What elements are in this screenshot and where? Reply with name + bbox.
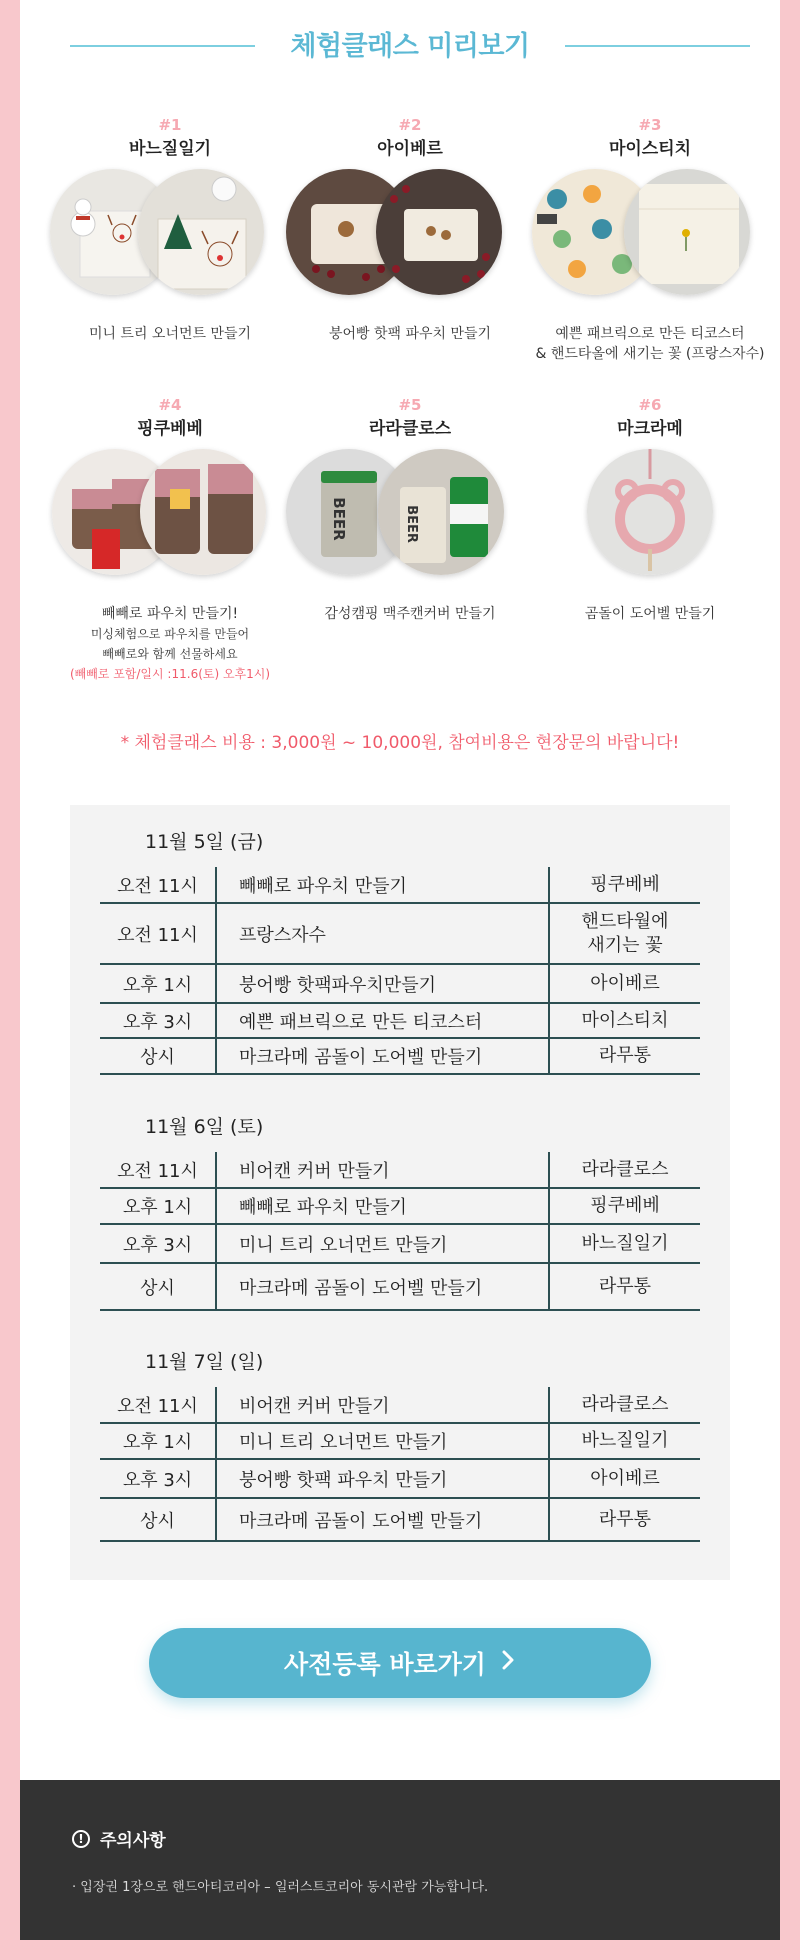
class-description-line: 예쁜 패브릭으로 만든 티코스터	[555, 326, 745, 342]
schedule-time: 상시	[140, 1277, 175, 1299]
schedule-time: 상시	[140, 1510, 175, 1532]
class-number: #2	[398, 116, 422, 134]
schedule-host: 마이스티치	[581, 1009, 669, 1031]
class-card-1	[50, 116, 290, 344]
schedule-program: 붕어빵 핫팩파우치만들기	[215, 965, 550, 1002]
table-row	[100, 1004, 700, 1039]
chevron-right-icon	[500, 1649, 516, 1677]
schedule-program: 마크라메 곰돌이 도어벨 만들기	[215, 1499, 550, 1540]
schedule-program: 비어캔 커버 만들기	[215, 1387, 550, 1422]
table-row	[100, 1424, 700, 1460]
class-number: #1	[158, 116, 182, 134]
class-number: #3	[638, 116, 662, 134]
schedule-program: 미니 트리 오너먼트 만들기	[215, 1424, 550, 1458]
class-description: 붕어빵 핫팩 파우치 만들기	[328, 326, 492, 342]
notice-title-text: 주의사항	[100, 1831, 166, 1851]
class-photos	[50, 446, 290, 578]
class-description: 미니 트리 오너먼트 만들기	[88, 326, 252, 342]
schedule-time: 상시	[140, 1047, 175, 1068]
day-title: 11월 6일 (토)	[145, 1116, 264, 1138]
schedule-host: 라라클로스	[581, 1393, 669, 1415]
class-number: #5	[398, 396, 422, 414]
svg-text:BEER: BEER	[404, 505, 419, 543]
class-number: #4	[158, 396, 182, 414]
class-name: 라라클로스	[368, 419, 452, 439]
schedule-host: 라무통	[598, 1045, 652, 1066]
schedule-time: 오전 11시	[117, 1160, 198, 1182]
class-photo-right	[376, 169, 502, 295]
notice-text: · 입장권 1장으로 핸드아티코리아 – 일러스트코리아 동시관람 가능합니다.	[72, 1880, 489, 1895]
exclamation-circle-icon: !	[72, 1830, 90, 1848]
svg-text:BEER: BEER	[330, 497, 348, 541]
schedule-host: 바느질일기	[581, 1430, 669, 1451]
class-description-line: 빼빼로 파우치 만들기!	[101, 606, 239, 622]
schedule-time: 오전 11시	[117, 1395, 198, 1417]
schedule-host: 라무통	[598, 1275, 652, 1297]
schedule-time: 오후 1시	[122, 1432, 193, 1453]
schedule-table	[70, 805, 730, 1580]
schedule-host: 바느질일기	[581, 1232, 669, 1254]
schedule-host: 라무통	[598, 1508, 652, 1530]
section-header	[70, 22, 750, 68]
class-card-6	[530, 396, 770, 624]
schedule-program: 마크라메 곰돌이 도어벨 만들기	[215, 1264, 550, 1309]
class-description	[530, 324, 770, 364]
event-page	[20, 0, 780, 1940]
class-card-2	[290, 116, 530, 344]
class-photos	[290, 166, 530, 298]
class-description-note: (빼빼로 포함/일시 :11.6(토) 오후1시)	[69, 667, 271, 681]
schedule-time: 오후 1시	[122, 1197, 193, 1218]
notice-footer	[20, 1780, 780, 1940]
class-description-line: 빼빼로와 함께 선물하세요	[102, 647, 238, 661]
schedule-host: 핑쿠베베	[590, 873, 660, 895]
schedule-host: 라라클로스	[581, 1158, 669, 1180]
schedule-program: 빼빼로 파우치 만들기	[215, 1189, 550, 1223]
schedule-program: 미니 트리 오너먼트 만들기	[215, 1225, 550, 1262]
class-photo	[587, 449, 713, 575]
class-name: 마크라메	[617, 419, 683, 439]
class-card-5	[290, 396, 530, 624]
schedule-program: 마크라메 곰돌이 도어벨 만들기	[215, 1039, 550, 1073]
class-photos	[50, 166, 290, 298]
schedule-host: 핑쿠베베	[590, 1195, 660, 1216]
schedule-program: 프랑스자수	[215, 904, 550, 963]
class-description: 곰돌이 도어벨 만들기	[584, 606, 716, 622]
cost-note: * 체험클래스 비용 : 3,000원 ~ 10,000원, 참여비용은 현장문의 바랍니다!	[120, 733, 680, 753]
table-row	[100, 1039, 700, 1075]
class-card-3	[530, 116, 770, 364]
class-name: 핑쿠베베	[137, 419, 203, 439]
class-name: 아이베르	[377, 139, 443, 159]
table-row	[100, 904, 700, 965]
class-photo-right	[624, 169, 750, 295]
pre-registration-label: 사전등록 바로가기	[284, 1650, 486, 1679]
schedule-program: 예쁜 패브릭으로 만든 티코스터	[215, 1004, 550, 1037]
table-row	[100, 965, 700, 1004]
schedule-time: 오후 3시	[122, 1011, 193, 1033]
schedule-time: 오전 11시	[117, 875, 198, 897]
schedule-program: 붕어빵 핫팩 파우치 만들기	[215, 1460, 550, 1497]
class-name: 마이스티치	[608, 139, 692, 159]
table-row	[100, 1460, 700, 1499]
class-photos	[530, 446, 770, 578]
class-name: 바느질일기	[128, 139, 212, 159]
table-row	[100, 1225, 700, 1264]
class-description: 감성캠핑 맥주캔커버 만들기	[324, 606, 496, 622]
day-title: 11월 5일 (금)	[145, 831, 264, 853]
day-title: 11월 7일 (일)	[145, 1351, 264, 1373]
class-description-line: 미싱체험으로 파우치를 만들어	[90, 627, 250, 641]
schedule-time: 오후 1시	[122, 974, 193, 996]
table-row	[100, 1387, 700, 1424]
section-title: 체험클래스 미리보기	[290, 31, 530, 62]
header-divider-right	[565, 45, 750, 47]
class-photos	[530, 166, 770, 298]
class-photo-right	[378, 449, 504, 575]
table-row	[100, 1152, 700, 1189]
class-description	[50, 604, 290, 684]
class-photo-right	[138, 169, 264, 295]
pre-registration-button[interactable]	[149, 1628, 651, 1698]
class-photos	[290, 446, 530, 578]
schedule-host: 핸드타월에 새기는 꽃	[581, 910, 669, 956]
table-row	[100, 1264, 700, 1311]
class-number: #6	[638, 396, 662, 414]
class-description-line: & 핸드타올에 새기는 꽃 (프랑스자수)	[535, 346, 765, 362]
schedule-time: 오전 11시	[117, 924, 198, 946]
table-row	[100, 1189, 700, 1225]
table-row	[100, 1499, 700, 1542]
schedule-time: 오후 3시	[122, 1469, 193, 1491]
notice-title	[72, 1826, 166, 1851]
table-row	[100, 867, 700, 904]
schedule-host: 아이베르	[590, 972, 660, 994]
schedule-host: 아이베르	[590, 1467, 660, 1489]
schedule-program: 비어캔 커버 만들기	[215, 1152, 550, 1187]
class-photo-right	[140, 449, 266, 575]
class-card-4	[50, 396, 290, 684]
schedule-program: 빼빼로 파우치 만들기	[215, 867, 550, 902]
schedule-time: 오후 3시	[122, 1234, 193, 1256]
